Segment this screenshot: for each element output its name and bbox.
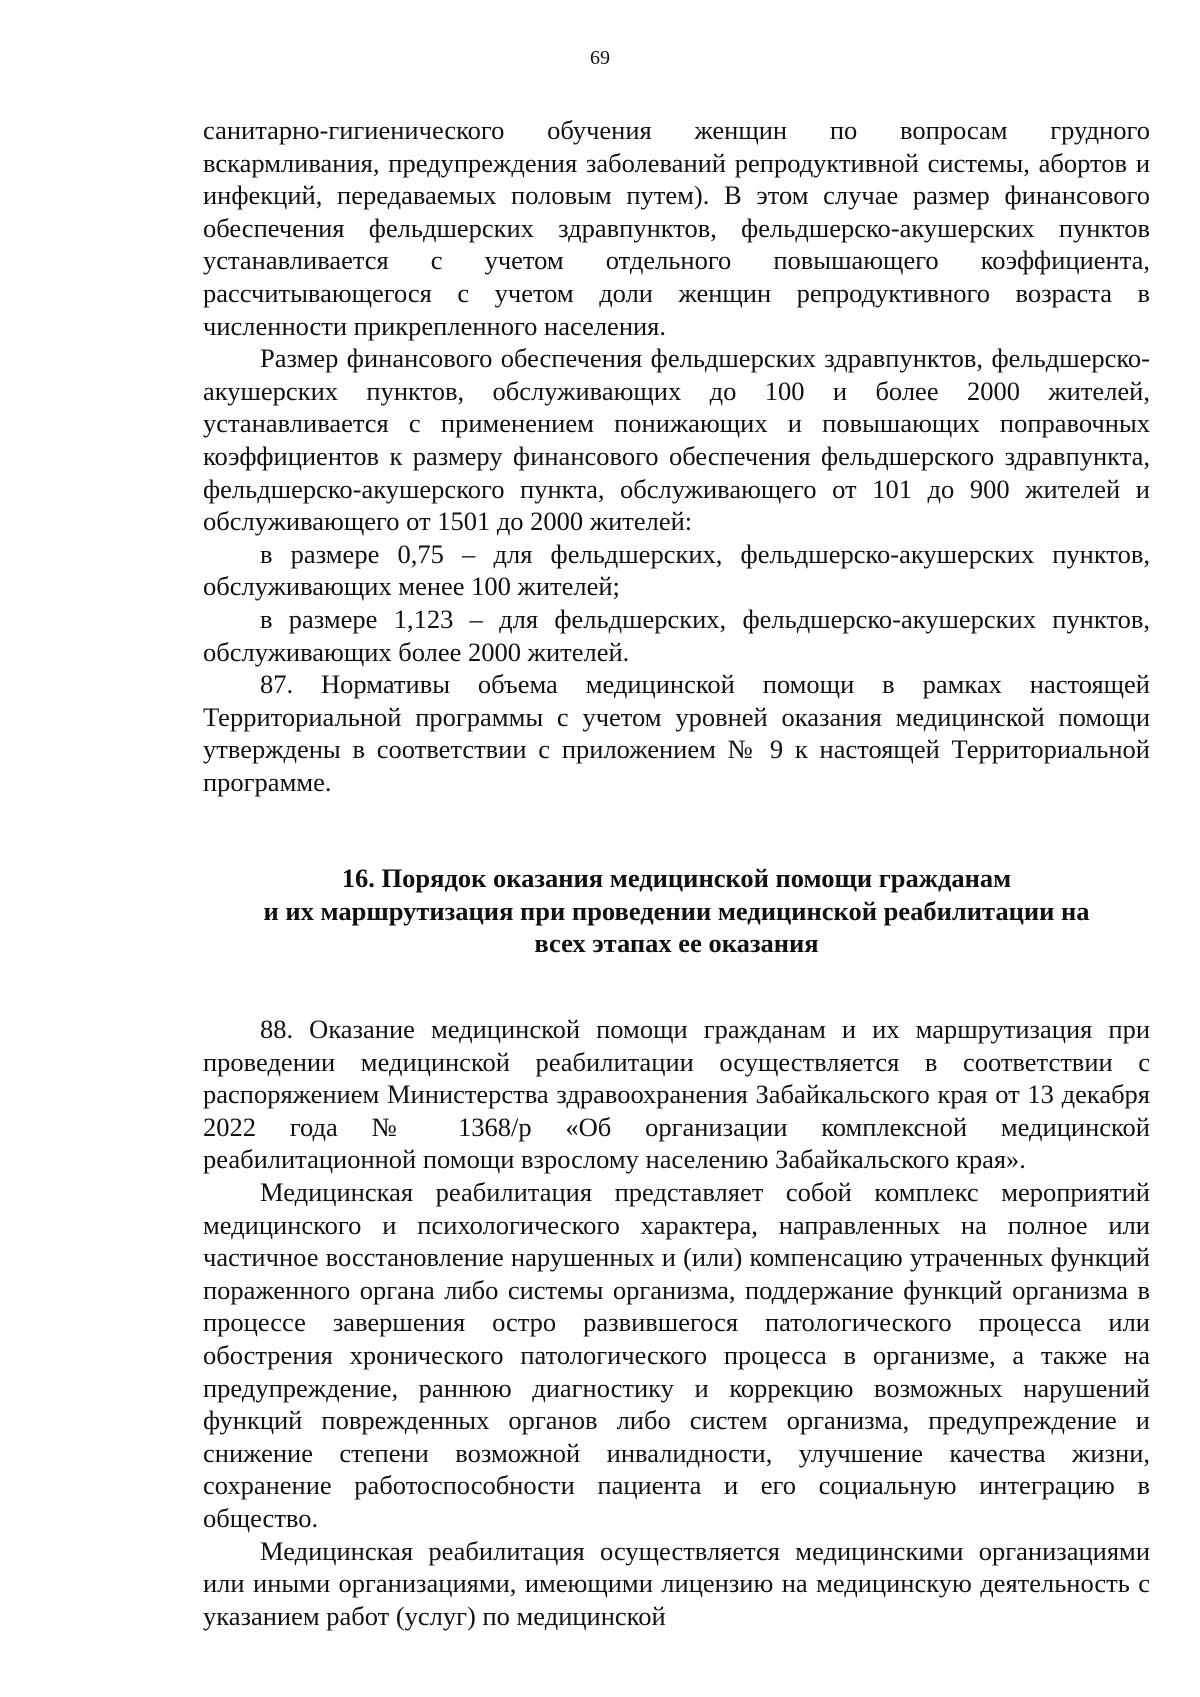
text-block-top xyxy=(203,114,1150,798)
paragraph-88: 88. Оказание медицинской помощи гражданам и их маршрутизация при проведении медицинской реабилитации осуществляется в соответствии с распоряжением Министерства здравоохранения Забайкальского края от 13 декабря 2022 года № 1368/р «Об организации комплексной медицинской реабилитационной помощи взрослому населению Забайкальского края». xyxy=(203,1014,1150,1175)
paragraph-coefficient-1123: в размере 1,123 – для фельдшерских, фельдшерско-акушерских пунктов, обслуживающих более 2000 жителей. xyxy=(203,603,1150,667)
paragraph-87: 87. Нормативы объема медицинской помощи в рамках настоящей Территориальной программы с учетом уровней оказания медицинской помощи утверждены в соответствии с приложением № 9 к настоящей Территориальной программе. xyxy=(203,669,1150,797)
section-heading xyxy=(203,862,1150,960)
heading-line: 16. Порядок оказания медицинской помощи гражданам xyxy=(341,863,1012,893)
paragraph-coefficient-075: в размере 0,75 – для фельдшерских, фельдшерско-акушерских пунктов, обслуживающих менее 100 жителей; xyxy=(203,538,1150,602)
heading-line: и их маршрутизация при проведении медицинской реабилитации на xyxy=(263,895,1090,926)
text-block-bottom xyxy=(203,1013,1150,1632)
paragraph-continuation: санитарно-гигиенического обучения женщин по вопросам грудного вскармливания, предупреждения заболеваний репродуктивной системы, абортов и инфекций, передаваемых половым путем). В этом случае размер финансового обеспечения фельдшерских здравпунктов, фельдшерско-акушерских пунктов устанавливается с учетом отдельного повышающего коэффициента, рассчитывающегося с учетом доли женщин репродуктивного возраста в численности прикрепленного населения. xyxy=(203,115,1150,341)
paragraph-rehab-definition: Медицинская реабилитация представляет собой комплекс мероприятий медицинского и психологического характера, направленных на полное или частичное восстановление нарушенных и (или) компенсацию утраченных функций пораженного органа либо системы организма, поддержание функций организма в процессе завершения остро развившегося патологического процесса или обострения хронического патологического процесса в организме, а также на предупреждение, раннюю диагностику и коррекцию возможных нарушений функций поврежденных органов либо систем организма, предупреждение и снижение степени возможной инвалидности, улучшение качества жизни, сохранение работоспособности пациента и его социальную интеграцию в общество. xyxy=(203,1176,1150,1533)
heading-line: всех этапах ее оказания xyxy=(534,928,819,959)
paragraph-rehab-organizations: Медицинская реабилитация осуществляется медицинскими организациями или иными организациями, имеющими лицензию на медицинскую деятельность с указанием работ (услуг) по медицинской xyxy=(203,1535,1150,1631)
page-number: 69 xyxy=(590,47,610,69)
paragraph-financing-size: Размер финансового обеспечения фельдшерских здравпунктов, фельдшерско-акушерских пунктов, обслуживающих до 100 и более 2000 жителей, устанавливается с применением понижающих и повышающих поправочных коэффициентов к размеру финансового обеспечения фельдшерского здравпункта, фельдшерско-акушерского пункта, обслуживающего от 101 до 900 жителей и обслуживающего от 1501 до 2000 жителей: xyxy=(203,343,1150,537)
